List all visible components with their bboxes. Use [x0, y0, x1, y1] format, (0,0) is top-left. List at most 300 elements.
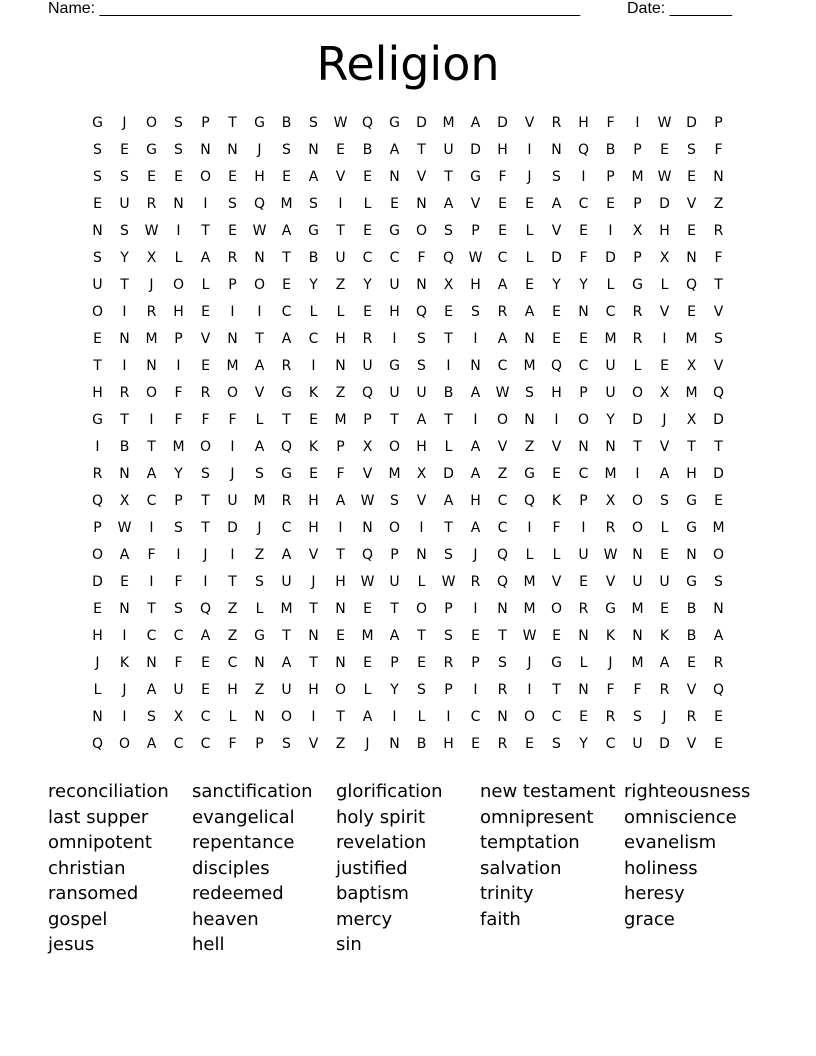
grid-letter[interactable]: G [686, 520, 697, 536]
grid-letter[interactable]: I [149, 520, 154, 536]
grid-letter[interactable]: D [443, 466, 454, 482]
grid-letter[interactable]: Q [361, 547, 374, 563]
grid-letter[interactable]: V [470, 196, 481, 212]
grid-letter[interactable]: B [362, 142, 373, 158]
grid-letter[interactable]: S [525, 385, 534, 401]
grid-letter[interactable]: N [524, 412, 535, 428]
grid-letter[interactable]: O [496, 412, 509, 428]
grid-letter[interactable]: L [93, 682, 102, 698]
grid-letter[interactable]: I [176, 223, 181, 239]
grid-letter[interactable]: T [714, 277, 723, 293]
grid-letter[interactable]: R [92, 466, 103, 482]
grid-letter[interactable]: E [228, 223, 237, 239]
grid-letter[interactable]: S [417, 358, 426, 374]
grid-letter[interactable]: Q [361, 385, 374, 401]
grid-letter[interactable]: T [201, 223, 210, 239]
grid-letter[interactable]: U [281, 682, 292, 698]
grid-letter[interactable]: E [660, 547, 669, 563]
grid-letter[interactable]: A [254, 439, 265, 455]
grid-letter[interactable]: G [308, 223, 319, 239]
grid-letter[interactable]: A [470, 466, 481, 482]
grid-letter[interactable]: C [605, 304, 616, 320]
grid-letter[interactable]: G [389, 358, 400, 374]
grid-letter[interactable]: Q [253, 196, 266, 212]
grid-letter[interactable]: A [362, 709, 373, 725]
grid-letter[interactable]: D [416, 115, 427, 131]
grid-letter[interactable]: E [714, 736, 723, 752]
grid-letter[interactable]: S [309, 115, 318, 131]
grid-letter[interactable]: H [470, 277, 481, 293]
grid-letter[interactable]: N [524, 331, 535, 347]
grid-letter[interactable]: W [360, 574, 375, 590]
grid-letter[interactable]: G [686, 574, 697, 590]
grid-letter[interactable]: L [606, 277, 615, 293]
grid-letter[interactable]: J [662, 412, 667, 428]
grid-letter[interactable]: E [525, 196, 534, 212]
grid-letter[interactable]: Q [280, 439, 293, 455]
grid-letter[interactable]: R [443, 655, 454, 671]
grid-letter[interactable]: C [605, 736, 616, 752]
grid-letter[interactable]: N [416, 277, 427, 293]
grid-letter[interactable]: R [119, 385, 130, 401]
grid-letter[interactable]: I [473, 331, 478, 347]
grid-letter[interactable]: H [308, 493, 319, 509]
grid-letter[interactable]: Q [685, 277, 698, 293]
grid-letter[interactable]: W [603, 547, 618, 563]
grid-letter[interactable]: H [389, 304, 400, 320]
grid-letter[interactable]: D [713, 412, 724, 428]
grid-letter[interactable]: H [335, 574, 346, 590]
grid-letter[interactable]: U [659, 574, 670, 590]
grid-letter[interactable]: H [254, 169, 265, 185]
grid-letter[interactable]: O [415, 601, 428, 617]
grid-letter[interactable]: U [389, 385, 400, 401]
grid-letter[interactable]: F [336, 466, 345, 482]
grid-letter[interactable]: E [471, 736, 480, 752]
grid-letter[interactable]: M [226, 358, 239, 374]
grid-letter[interactable]: W [522, 628, 537, 644]
grid-letter[interactable]: F [228, 412, 237, 428]
grid-letter[interactable]: V [524, 115, 535, 131]
grid-letter[interactable]: T [93, 358, 102, 374]
grid-letter[interactable]: J [473, 547, 478, 563]
grid-letter[interactable]: E [579, 331, 588, 347]
grid-letter[interactable]: A [470, 385, 481, 401]
grid-letter[interactable]: S [660, 493, 669, 509]
grid-letter[interactable]: C [281, 520, 292, 536]
grid-letter[interactable]: F [552, 520, 561, 536]
grid-letter[interactable]: E [525, 736, 534, 752]
grid-letter[interactable]: S [147, 709, 156, 725]
grid-letter[interactable]: O [91, 547, 104, 563]
grid-letter[interactable]: F [174, 574, 183, 590]
grid-letter[interactable]: S [282, 142, 291, 158]
grid-letter[interactable]: Z [713, 196, 724, 212]
grid-letter[interactable]: A [470, 439, 481, 455]
grid-letter[interactable]: U [119, 196, 130, 212]
grid-letter[interactable]: A [659, 466, 670, 482]
grid-letter[interactable]: V [200, 331, 211, 347]
grid-letter[interactable]: L [201, 277, 210, 293]
grid-letter[interactable]: N [416, 547, 427, 563]
grid-letter[interactable]: S [714, 574, 723, 590]
grid-letter[interactable]: Q [712, 385, 725, 401]
grid-letter[interactable]: J [608, 655, 613, 671]
grid-letter[interactable]: I [149, 412, 154, 428]
grid-letter[interactable]: B [686, 628, 697, 644]
grid-letter[interactable]: H [416, 439, 427, 455]
grid-letter[interactable]: A [497, 277, 508, 293]
grid-letter[interactable]: D [686, 115, 697, 131]
grid-letter[interactable]: D [659, 736, 670, 752]
grid-letter[interactable]: P [633, 250, 642, 266]
grid-letter[interactable]: H [92, 628, 103, 644]
grid-letter[interactable]: R [227, 250, 238, 266]
grid-letter[interactable]: L [174, 250, 183, 266]
grid-letter[interactable]: G [281, 385, 292, 401]
grid-letter[interactable]: L [660, 520, 669, 536]
grid-letter[interactable]: O [577, 412, 590, 428]
grid-letter[interactable]: C [578, 358, 589, 374]
grid-letter[interactable]: E [660, 601, 669, 617]
grid-letter[interactable]: U [578, 547, 589, 563]
grid-letter[interactable]: A [335, 493, 346, 509]
grid-letter[interactable]: G [254, 115, 265, 131]
grid-letter[interactable]: C [146, 493, 157, 509]
grid-letter[interactable]: J [122, 115, 127, 131]
grid-letter[interactable]: J [149, 277, 154, 293]
grid-letter[interactable]: T [120, 412, 129, 428]
grid-letter[interactable]: T [120, 277, 129, 293]
grid-letter[interactable]: E [660, 358, 669, 374]
grid-letter[interactable]: E [687, 169, 696, 185]
grid-letter[interactable]: P [633, 142, 642, 158]
grid-letter[interactable]: Q [442, 250, 455, 266]
grid-letter[interactable]: O [631, 493, 644, 509]
grid-letter[interactable]: M [631, 169, 644, 185]
grid-letter[interactable]: G [632, 277, 643, 293]
grid-letter[interactable]: N [389, 169, 400, 185]
grid-letter[interactable]: V [551, 574, 562, 590]
grid-letter[interactable]: S [552, 736, 561, 752]
grid-letter[interactable]: S [174, 601, 183, 617]
grid-letter[interactable]: N [686, 547, 697, 563]
grid-letter[interactable]: E [498, 223, 507, 239]
grid-letter[interactable]: S [471, 304, 480, 320]
grid-letter[interactable]: E [93, 196, 102, 212]
grid-letter[interactable]: X [173, 709, 184, 725]
grid-letter[interactable]: S [444, 547, 453, 563]
grid-letter[interactable]: I [230, 439, 235, 455]
grid-letter[interactable]: Y [390, 682, 399, 698]
grid-letter[interactable]: N [254, 250, 265, 266]
grid-letter[interactable]: N [389, 736, 400, 752]
grid-letter[interactable]: X [362, 439, 373, 455]
grid-letter[interactable]: I [635, 115, 640, 131]
grid-letter[interactable]: F [633, 682, 642, 698]
grid-letter[interactable]: I [122, 628, 127, 644]
grid-letter[interactable]: O [334, 682, 347, 698]
grid-letter[interactable]: T [417, 628, 426, 644]
grid-letter[interactable]: D [632, 412, 643, 428]
grid-letter[interactable]: F [174, 385, 183, 401]
grid-letter[interactable]: E [309, 412, 318, 428]
grid-letter[interactable]: D [551, 250, 562, 266]
grid-letter[interactable]: E [390, 196, 399, 212]
grid-letter[interactable]: F [174, 412, 183, 428]
grid-letter[interactable]: G [281, 466, 292, 482]
grid-letter[interactable]: D [497, 115, 508, 131]
grid-letter[interactable]: V [497, 439, 508, 455]
grid-letter[interactable]: M [334, 412, 347, 428]
grid-letter[interactable]: L [417, 574, 426, 590]
grid-letter[interactable]: I [473, 412, 478, 428]
grid-letter[interactable]: P [255, 736, 264, 752]
grid-letter[interactable]: S [309, 196, 318, 212]
grid-letter[interactable]: R [632, 331, 643, 347]
grid-letter[interactable]: D [605, 250, 616, 266]
grid-letter[interactable]: N [308, 142, 319, 158]
grid-letter[interactable]: N [200, 142, 211, 158]
grid-letter[interactable]: G [524, 466, 535, 482]
grid-letter[interactable]: O [91, 304, 104, 320]
grid-letter[interactable]: I [392, 709, 397, 725]
grid-letter[interactable]: K [119, 655, 130, 671]
grid-letter[interactable]: I [527, 142, 532, 158]
grid-letter[interactable]: P [633, 196, 642, 212]
grid-letter[interactable]: N [362, 520, 373, 536]
grid-letter[interactable]: T [147, 439, 156, 455]
grid-letter[interactable]: E [687, 223, 696, 239]
grid-letter[interactable]: R [605, 520, 616, 536]
grid-letter[interactable]: E [93, 601, 102, 617]
grid-letter[interactable]: V [551, 223, 562, 239]
grid-letter[interactable]: N [119, 601, 130, 617]
grid-letter[interactable]: N [551, 142, 562, 158]
grid-letter[interactable]: E [201, 682, 210, 698]
grid-letter[interactable]: I [176, 547, 181, 563]
grid-letter[interactable]: N [632, 628, 643, 644]
grid-letter[interactable]: U [92, 277, 103, 293]
grid-letter[interactable]: I [581, 169, 586, 185]
grid-letter[interactable]: C [497, 520, 508, 536]
grid-letter[interactable]: C [551, 709, 562, 725]
grid-letter[interactable]: I [392, 331, 397, 347]
grid-letter[interactable]: T [498, 628, 507, 644]
grid-letter[interactable]: M [604, 466, 617, 482]
grid-letter[interactable]: G [146, 142, 157, 158]
grid-letter[interactable]: A [443, 493, 454, 509]
grid-letter[interactable]: O [523, 709, 536, 725]
grid-letter[interactable]: U [389, 277, 400, 293]
grid-letter[interactable]: Y [174, 466, 183, 482]
grid-letter[interactable]: V [686, 196, 697, 212]
grid-letter[interactable]: J [230, 466, 235, 482]
grid-letter[interactable]: P [471, 655, 480, 671]
grid-letter[interactable]: T [282, 628, 291, 644]
grid-letter[interactable]: S [417, 331, 426, 347]
grid-letter[interactable]: O [145, 115, 158, 131]
grid-letter[interactable]: M [172, 439, 185, 455]
grid-letter[interactable]: P [336, 439, 345, 455]
grid-letter[interactable]: N [578, 628, 589, 644]
grid-letter[interactable]: A [281, 331, 292, 347]
grid-letter[interactable]: R [578, 601, 589, 617]
grid-letter[interactable]: Z [227, 601, 238, 617]
grid-letter[interactable]: U [335, 250, 346, 266]
grid-letter[interactable]: M [712, 520, 725, 536]
grid-letter[interactable]: Z [335, 277, 346, 293]
grid-letter[interactable]: N [227, 331, 238, 347]
grid-letter[interactable]: Q [577, 142, 590, 158]
grid-letter[interactable]: S [498, 655, 507, 671]
grid-letter[interactable]: E [687, 304, 696, 320]
grid-letter[interactable]: X [686, 412, 697, 428]
grid-letter[interactable]: U [605, 358, 616, 374]
grid-letter[interactable]: E [525, 277, 534, 293]
grid-letter[interactable]: G [92, 412, 103, 428]
grid-letter[interactable]: C [578, 196, 589, 212]
grid-letter[interactable]: A [470, 520, 481, 536]
grid-letter[interactable]: T [201, 520, 210, 536]
grid-letter[interactable]: E [228, 169, 237, 185]
grid-letter[interactable]: I [338, 196, 343, 212]
grid-letter[interactable]: T [228, 574, 237, 590]
grid-letter[interactable]: R [470, 574, 481, 590]
grid-letter[interactable]: A [281, 223, 292, 239]
grid-letter[interactable]: M [604, 331, 617, 347]
grid-letter[interactable]: A [146, 466, 157, 482]
grid-letter[interactable]: J [122, 682, 127, 698]
grid-letter[interactable]: E [282, 277, 291, 293]
grid-letter[interactable]: T [444, 412, 453, 428]
grid-letter[interactable]: M [388, 466, 401, 482]
grid-letter[interactable]: E [120, 142, 129, 158]
grid-letter[interactable]: A [416, 412, 427, 428]
grid-letter[interactable]: T [417, 142, 426, 158]
grid-letter[interactable]: R [551, 115, 562, 131]
grid-letter[interactable]: X [686, 358, 697, 374]
grid-letter[interactable]: H [578, 115, 589, 131]
grid-letter[interactable]: P [471, 223, 480, 239]
grid-letter[interactable]: T [201, 493, 210, 509]
grid-letter[interactable]: W [252, 223, 267, 239]
grid-letter[interactable]: M [523, 358, 536, 374]
grid-letter[interactable]: W [495, 385, 510, 401]
grid-letter[interactable]: O [172, 277, 185, 293]
grid-letter[interactable]: C [227, 655, 238, 671]
grid-letter[interactable]: N [632, 547, 643, 563]
grid-letter[interactable]: A [254, 358, 265, 374]
grid-letter[interactable]: E [336, 628, 345, 644]
grid-letter[interactable]: A [146, 736, 157, 752]
grid-letter[interactable]: U [389, 574, 400, 590]
grid-letter[interactable]: Z [335, 736, 346, 752]
grid-letter[interactable]: P [579, 385, 588, 401]
grid-letter[interactable]: I [311, 358, 316, 374]
grid-letter[interactable]: X [119, 493, 130, 509]
grid-letter[interactable]: L [363, 682, 372, 698]
grid-letter[interactable]: Y [579, 736, 588, 752]
grid-letter[interactable]: L [660, 277, 669, 293]
grid-letter[interactable]: G [92, 115, 103, 131]
grid-letter[interactable]: B [308, 250, 319, 266]
grid-letter[interactable]: Y [363, 277, 372, 293]
grid-letter[interactable]: T [687, 439, 696, 455]
grid-letter[interactable]: C [497, 493, 508, 509]
grid-letter[interactable]: I [473, 601, 478, 617]
grid-letter[interactable]: S [444, 628, 453, 644]
grid-letter[interactable]: Y [552, 277, 561, 293]
grid-letter[interactable]: O [226, 385, 239, 401]
grid-letter[interactable]: P [444, 682, 453, 698]
grid-letter[interactable]: S [228, 196, 237, 212]
grid-letter[interactable]: C [173, 628, 184, 644]
grid-letter[interactable]: P [174, 493, 183, 509]
grid-letter[interactable]: E [147, 169, 156, 185]
grid-letter[interactable]: M [631, 601, 644, 617]
grid-letter[interactable]: M [631, 655, 644, 671]
grid-letter[interactable]: I [176, 358, 181, 374]
grid-letter[interactable]: O [253, 277, 266, 293]
grid-letter[interactable]: I [203, 196, 208, 212]
grid-letter[interactable]: S [93, 250, 102, 266]
grid-letter[interactable]: Q [361, 115, 374, 131]
grid-letter[interactable]: F [174, 655, 183, 671]
grid-letter[interactable]: N [416, 196, 427, 212]
grid-letter[interactable]: N [578, 439, 589, 455]
grid-letter[interactable]: R [497, 304, 508, 320]
grid-letter[interactable]: Z [254, 682, 265, 698]
grid-letter[interactable]: S [120, 223, 129, 239]
grid-letter[interactable]: I [122, 304, 127, 320]
grid-letter[interactable]: N [146, 655, 157, 671]
grid-letter[interactable]: S [255, 466, 264, 482]
grid-letter[interactable]: I [257, 304, 262, 320]
grid-letter[interactable]: F [606, 115, 615, 131]
grid-letter[interactable]: C [389, 250, 400, 266]
grid-letter[interactable]: O [388, 439, 401, 455]
grid-letter[interactable]: T [444, 520, 453, 536]
grid-letter[interactable]: Z [524, 439, 535, 455]
grid-letter[interactable]: H [335, 331, 346, 347]
grid-letter[interactable]: N [497, 601, 508, 617]
grid-letter[interactable]: T [309, 601, 318, 617]
grid-letter[interactable]: E [498, 196, 507, 212]
grid-letter[interactable]: C [497, 358, 508, 374]
grid-letter[interactable]: G [389, 115, 400, 131]
grid-letter[interactable]: A [470, 115, 481, 131]
grid-letter[interactable]: M [685, 331, 698, 347]
grid-letter[interactable]: E [120, 574, 129, 590]
grid-letter[interactable]: M [253, 493, 266, 509]
grid-letter[interactable]: D [713, 466, 724, 482]
grid-letter[interactable]: O [145, 385, 158, 401]
grid-letter[interactable]: A [389, 628, 400, 644]
grid-letter[interactable]: J [257, 520, 262, 536]
grid-letter[interactable]: X [632, 223, 643, 239]
grid-letter[interactable]: C [200, 709, 211, 725]
grid-letter[interactable]: T [309, 655, 318, 671]
grid-letter[interactable]: I [419, 520, 424, 536]
grid-letter[interactable]: T [552, 682, 561, 698]
grid-letter[interactable]: U [173, 682, 184, 698]
grid-letter[interactable]: I [230, 547, 235, 563]
grid-letter[interactable]: E [174, 169, 183, 185]
grid-letter[interactable]: Y [120, 250, 129, 266]
grid-letter[interactable]: M [523, 574, 536, 590]
grid-letter[interactable]: F [606, 682, 615, 698]
